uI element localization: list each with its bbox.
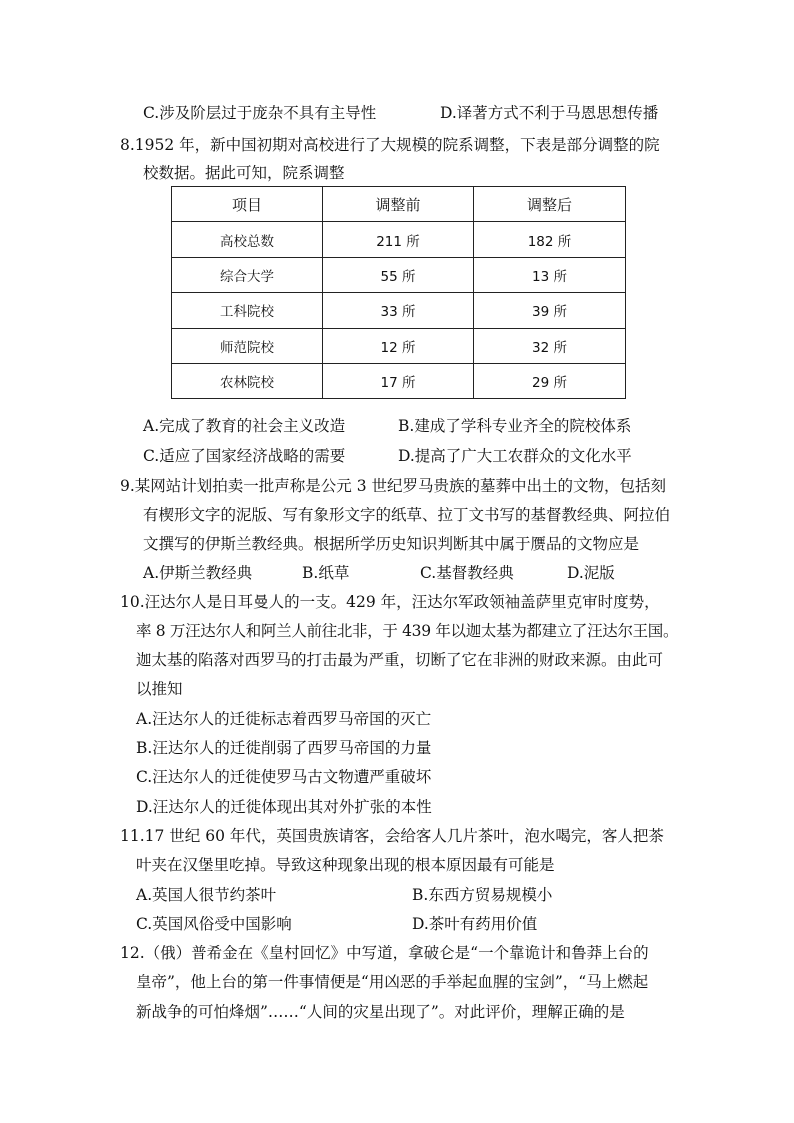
table-row <box>172 293 626 328</box>
q12-stem-line2: 皇帝”，他上台的第一件事情便是“用凶恶的手举起血腥的宝剑”，“马上燃起 <box>136 973 649 991</box>
q7-option-d: D.译著方式不利于马恩思想传播 <box>440 104 659 122</box>
q8-stem-line2: 校数据。据此可知，院系调整 <box>143 164 345 182</box>
table-cell: 182 所 <box>474 222 626 257</box>
table-cell: 农林院校 <box>172 363 323 398</box>
table-cell: 高校总数 <box>172 222 323 257</box>
table-header-cell: 调整后 <box>474 187 626 222</box>
q11-option-b: B.东西方贸易规模小 <box>412 886 553 904</box>
q9-option-d: D.泥版 <box>567 564 615 582</box>
q11-option-d: D.茶叶有药用价值 <box>412 915 538 933</box>
q9-stem-line2: 有楔形文字的泥版、写有象形文字的纸草、拉丁文书写的基督教经典、阿拉伯 <box>143 506 671 524</box>
table-header-row <box>172 187 626 222</box>
table-cell: 211 所 <box>323 222 474 257</box>
q12-stem-line3: 新战争的可怕烽烟”……“人间的灾星出现了”。对此评价，理解正确的是 <box>136 1003 625 1021</box>
q10-option-b: B.汪达尔人的迁徙削弱了西罗马帝国的力量 <box>136 739 432 757</box>
q10-option-c: C.汪达尔人的迁徙使罗马古文物遭严重破坏 <box>136 768 432 786</box>
q8-option-c: C.适应了国家经济战略的需要 <box>143 447 346 465</box>
q10-stem-line2: 率 8 万汪达尔人和阿兰人前往北非，于 439 年以迦太基为都建立了汪达尔王国。 <box>136 622 679 640</box>
q8-data-table <box>171 186 626 399</box>
table-header-cell: 调整前 <box>323 187 474 222</box>
q9-option-a: A.伊斯兰教经典 <box>143 564 253 582</box>
q11-stem-line1: 11.17 世纪 60 年代，英国贵族请客，会给客人几片茶叶，泡水喝完，客人把茶 <box>120 827 664 845</box>
q9-stem-line1: 9.某网站计划拍卖一批声称是公元 3 世纪罗马贵族的墓葬中出土的文物，包括刻 <box>120 477 667 495</box>
q8-option-d: D.提高了广大工农群众的文化水平 <box>398 447 632 465</box>
table-cell: 39 所 <box>474 293 626 328</box>
table-cell: 17 所 <box>323 363 474 398</box>
table-cell: 33 所 <box>323 293 474 328</box>
q11-option-a: A.英国人很节约茶叶 <box>136 886 277 904</box>
q10-stem-line4: 以推知 <box>136 680 183 698</box>
q10-option-a: A.汪达尔人的迁徙标志着西罗马帝国的灭亡 <box>136 710 432 728</box>
q8-option-a: A.完成了教育的社会主义改造 <box>143 417 346 435</box>
table-row <box>172 222 626 257</box>
q10-stem-line3: 迦太基的陷落对西罗马的打击最为严重，切断了它在非洲的财政来源。由此可 <box>136 651 664 669</box>
q8-option-b: B.建成了学科专业齐全的院校体系 <box>398 417 632 435</box>
q11-stem-line2: 叶夹在汉堡里吃掉。导致这种现象出现的根本原因最有可能是 <box>136 856 555 874</box>
table-cell: 师范院校 <box>172 328 323 363</box>
table-cell: 55 所 <box>323 257 474 292</box>
table-row <box>172 328 626 363</box>
table-cell: 32 所 <box>474 328 626 363</box>
table-cell: 13 所 <box>474 257 626 292</box>
q8-stem-line1: 8.1952 年，新中国初期对高校进行了大规模的院系调整，下表是部分调整的院 <box>120 136 660 154</box>
table-cell: 工科院校 <box>172 293 323 328</box>
table-row <box>172 363 626 398</box>
table-header-cell: 项目 <box>172 187 323 222</box>
q9-option-c: C.基督教经典 <box>420 564 514 582</box>
table-cell: 29 所 <box>474 363 626 398</box>
table-row <box>172 257 626 292</box>
q12-stem-line1: 12.（俄）普希金在《皇村回忆》中写道，拿破仑是“一个靠诡计和鲁莽上台的 <box>120 944 649 962</box>
q9-stem-line3: 文撰写的伊斯兰教经典。根据所学历史知识判断其中属于赝品的文物应是 <box>143 535 640 553</box>
table-cell: 综合大学 <box>172 257 323 292</box>
q9-option-b: B.纸草 <box>302 564 350 582</box>
q7-option-c: C.涉及阶层过于庞杂不具有主导性 <box>143 104 377 122</box>
table-cell: 12 所 <box>323 328 474 363</box>
q10-option-d: D.汪达尔人的迁徙体现出其对外扩张的本性 <box>136 798 432 816</box>
q11-option-c: C.英国风俗受中国影响 <box>136 915 292 933</box>
q10-stem-line1: 10.汪达尔人是日耳曼人的一支。429 年，汪达尔军政领袖盖萨里克审时度势， <box>120 593 660 611</box>
